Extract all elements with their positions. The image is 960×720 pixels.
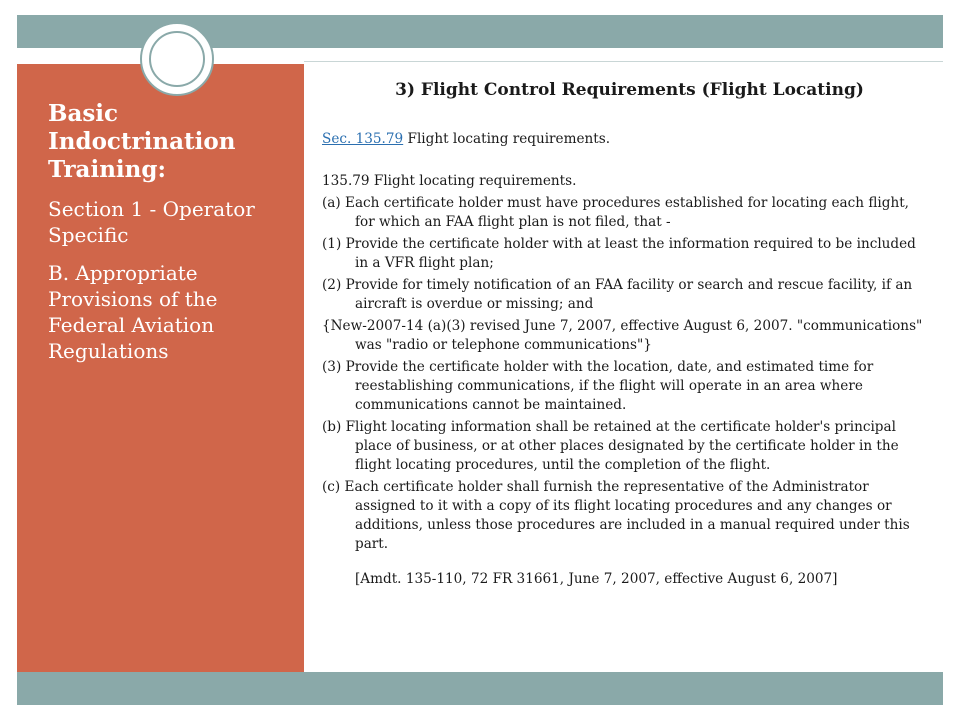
- section-link[interactable]: Sec. 135.79: [322, 131, 404, 147]
- main-content: [322, 80, 927, 592]
- slide-title: Basic Indoctrination Training:: [48, 100, 236, 183]
- paragraph-2: (2) Provide for timely notification of an FAA facility or search and rescue facility, if an aircraft is overdue or missing; and: [322, 277, 913, 312]
- rule-title: 135.79 Flight locating requirements.: [322, 173, 577, 189]
- revision-note: {New-2007-14 (a)(3) revised June 7, 2007, effective August 6, 2007. "communications" was "radio or telephone communications"}: [322, 318, 923, 353]
- paragraph-b: (b) Flight locating information shall be retained at the certificate holder's principal place of business, or at other places designated by the certificate holder in the flight locating procedures, until the completion of the flight.: [322, 419, 899, 473]
- content-heading: 3) Flight Control Requirements (Flight Locating): [395, 80, 864, 100]
- section-link-text: Flight locating requirements.: [403, 131, 611, 147]
- paragraph-1: (1) Provide the certificate holder with at least the information required to be included in a VFR flight plan;: [322, 236, 916, 271]
- paragraph-3: (3) Provide the certificate holder with the location, date, and estimated time for reestablishing communications, if the flight will operate in an area where communications cannot be maintained.: [322, 359, 874, 413]
- bottom-band: [17, 672, 943, 705]
- paragraph-c: (c) Each certificate holder shall furnish the representative of the Administrator assigned to it with a copy of its flight locating procedures and any changes or additions, unless those procedures are included in a manual required under this part.: [322, 479, 910, 552]
- divider-line: [304, 61, 943, 62]
- spacer: [322, 152, 927, 172]
- amendment-note: [Amdt. 135-110, 72 FR 31661, June 7, 2007, effective August 6, 2007]: [355, 571, 838, 587]
- decorative-circle: [140, 22, 214, 96]
- subsection-label: B. Appropriate Provisions of the Federal Aviation Regulations: [48, 261, 218, 363]
- decorative-circle-inner: [149, 31, 205, 87]
- sidebar-text: [48, 100, 288, 376]
- section-reference: [322, 130, 927, 149]
- section-label: Section 1 - Operator Specific: [48, 197, 255, 247]
- paragraph-a: (a) Each certificate holder must have procedures established for locating each flight, for which an FAA flight plan is not filed, that -: [322, 195, 909, 230]
